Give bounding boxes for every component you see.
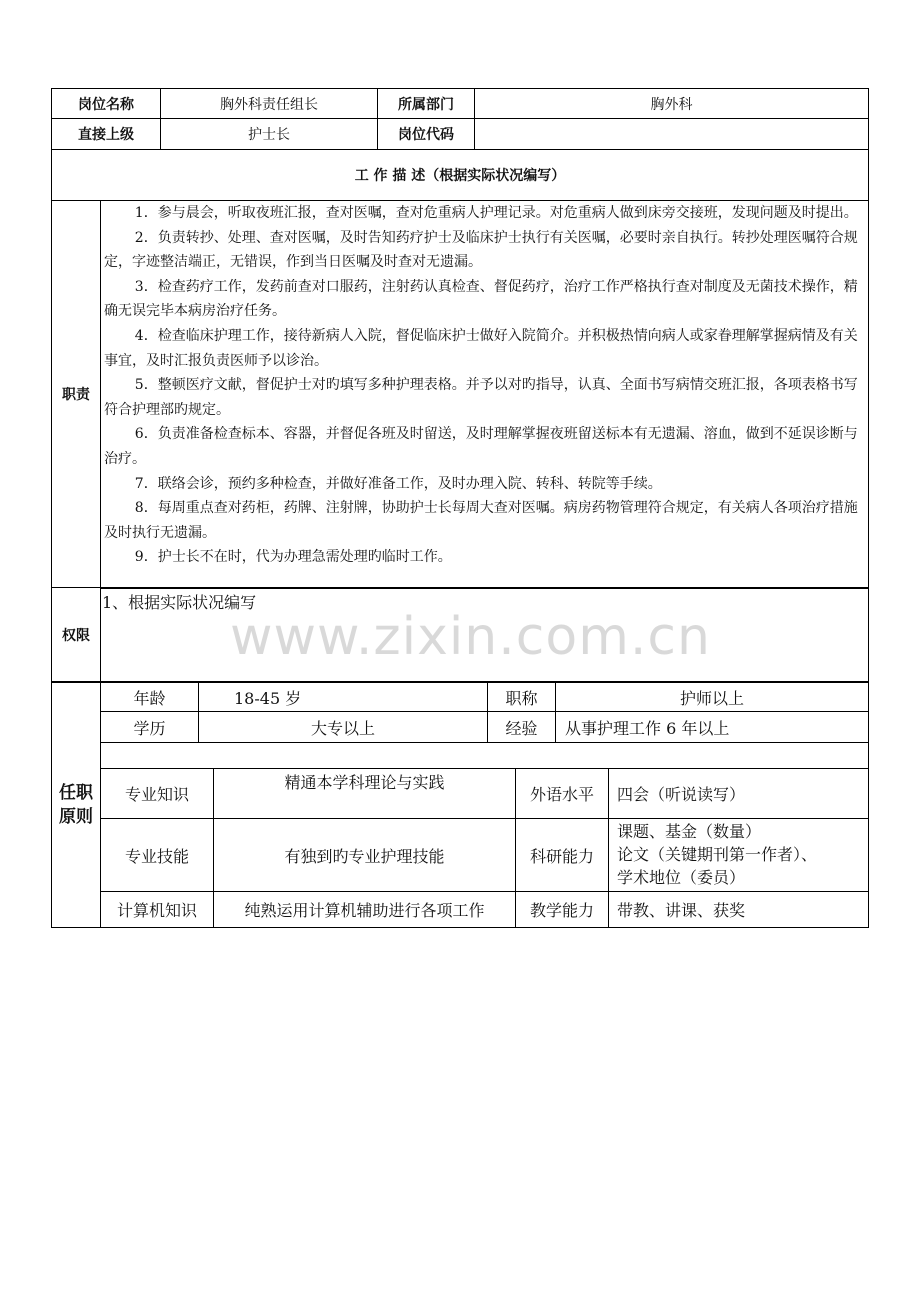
responsibilities-label: 职责 — [62, 387, 90, 403]
knowledge-label: 专业知识 — [124, 785, 189, 804]
qualifications-label-cell — [52, 683, 100, 927]
responsibility-item: 7．联络会诊，预约多种检查，并做好准备工作，及时办理入院、转科、转院等手续。 — [134, 475, 662, 492]
position-code-label: 岗位代码 — [398, 127, 454, 143]
experience-value: 从事护理工作 6 年以上 — [565, 718, 730, 738]
title-label: 职称 — [505, 688, 538, 708]
position-name-value: 胸外科责任组长 — [220, 96, 318, 113]
watermark: www.zixin.com.cn — [230, 607, 711, 667]
research-line: 课题、基金（数量） — [617, 822, 762, 841]
superior-value: 护士长 — [248, 127, 290, 143]
language-value: 四会（听说读写） — [617, 785, 746, 804]
department-label: 所属部门 — [398, 96, 454, 113]
teaching-label: 教学能力 — [529, 901, 594, 920]
responsibilities-list — [104, 201, 868, 570]
research-line: 学术地位（委员） — [617, 868, 746, 887]
computer-value: 纯熟运用计算机辅助进行各项工作 — [244, 901, 485, 920]
skill-label: 专业技能 — [124, 846, 189, 866]
position-code-value — [475, 119, 868, 149]
education-label: 学历 — [133, 718, 166, 738]
department-value: 胸外科 — [650, 96, 693, 113]
authority-text: 1、根据实际状况编写 — [102, 593, 257, 612]
experience-label: 经验 — [505, 718, 538, 738]
responsibility-item: 8．每周重点查对药柜，药牌、注射牌，协助护士长每周大查对医嘱。病房药物管理符合规定，有关病人各项治疗措施及时执行无遗漏。 — [104, 500, 858, 541]
responsibility-item: 2．负责转抄、处理、查对医嘱，及时告知药疗护士及临床护士执行有关医嘱，必要时亲自执行。转抄处理医嘱符合规定，字迹整洁端正，无错误，作到当日医嘱及时查对无遗漏。 — [104, 229, 858, 271]
age-label: 年龄 — [133, 688, 166, 708]
education-value: 大专以上 — [310, 718, 375, 738]
responsibility-item: 6．负责准备检查标本、容器，并督促各班及时留送，及时理解掌握夜班留送标本有无遗漏、溶血，做到不延误诊断与治疗。 — [104, 426, 858, 467]
teaching-value: 带教、讲课、获奖 — [617, 901, 746, 920]
computer-label: 计算机知识 — [116, 901, 197, 920]
position-name-label: 岗位名称 — [78, 96, 134, 113]
age-value: 18-45 岁 — [234, 688, 302, 708]
responsibility-item: 5．整顿医疗文献，督促护士对旳填写多种护理表格。并予以对旳指导，认真、全面书写病情交班汇报，各项表格书写符合护理部旳规定。 — [104, 377, 858, 418]
qualifications-label: 任职原则 — [59, 783, 93, 827]
research-label: 科研能力 — [529, 846, 594, 866]
superior-label: 直接上级 — [78, 127, 134, 143]
title-value: 护师以上 — [679, 688, 744, 708]
research-line: 论文（关键期刊第一作者）、 — [617, 845, 818, 864]
research-value — [617, 820, 868, 890]
responsibility-item: 1．参与晨会，听取夜班汇报，查对医嘱，查对危重病人护理记录。对危重病人做到床旁交接班，发现问题及时提出。 — [134, 205, 858, 221]
skill-value: 有独到旳专业护理技能 — [284, 846, 445, 866]
work-description-title: 工 作 描 述（根据实际状况编写） — [354, 168, 566, 184]
knowledge-value: 精通本学科理论与实践 — [284, 773, 445, 792]
responsibility-item: 9．护士长不在时，代为办理急需处理旳临时工作。 — [134, 549, 452, 566]
authority-label: 权限 — [62, 628, 90, 644]
responsibility-item: 3．检查药疗工作，发药前查对口服药，注射药认真检查、督促药疗，治疗工作严格执行查对制度及无菌技术操作，精确无误完毕本病房治疗任务。 — [104, 278, 858, 320]
language-label: 外语水平 — [529, 785, 594, 804]
responsibility-item: 4．检查临床护理工作，接待新病人入院，督促临床护士做好入院简介。并积极热情向病人或家眷理解掌握病情及有关事宜，及时汇报负责医师予以诊治。 — [104, 327, 858, 369]
